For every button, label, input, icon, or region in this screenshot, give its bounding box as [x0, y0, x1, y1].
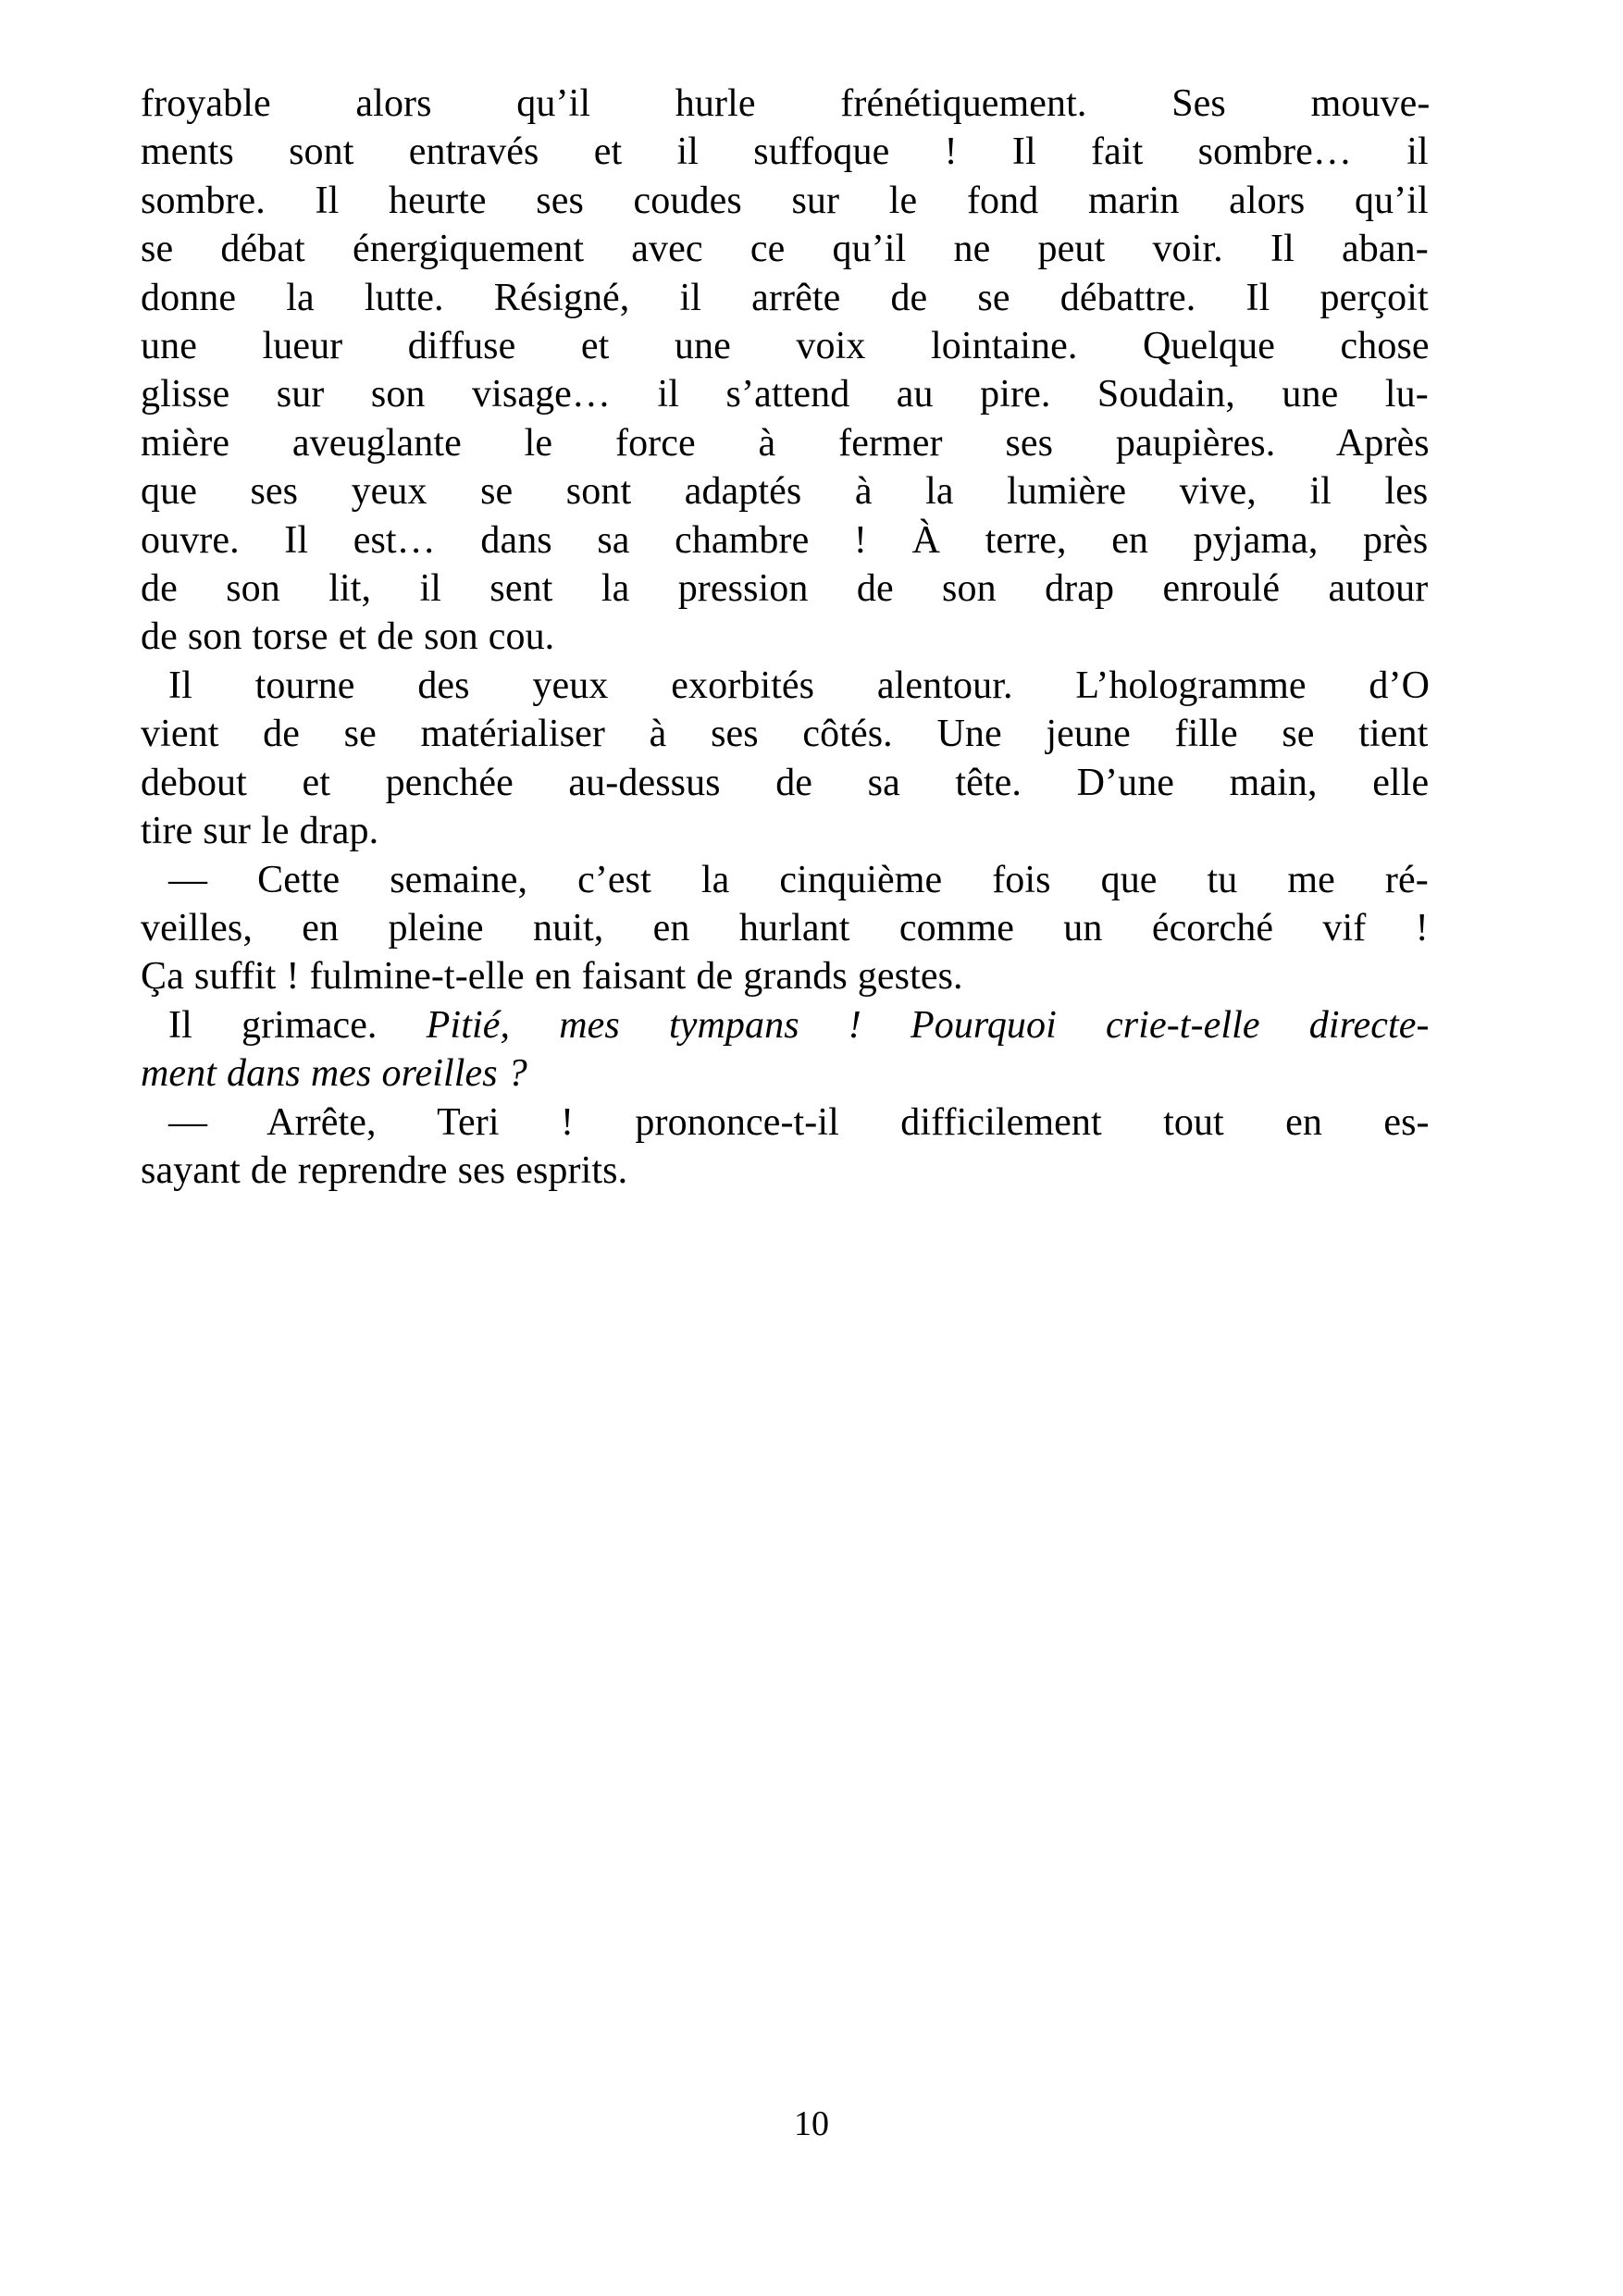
text-line [141, 856, 1432, 904]
paragraph-4-inner-monologue [141, 1001, 1432, 1098]
text-line [141, 613, 1432, 661]
text-line-content: — Arrête, Teri ! prononce-t-il difficilement tout en es- [168, 1100, 1430, 1144]
text-line [141, 516, 1432, 565]
text-line-content: sombre. Il heurte ses coudes sur le fond marin alors qu’il [141, 179, 1429, 222]
text-line [141, 710, 1432, 758]
text-line [141, 952, 1432, 1000]
text-line-content: mière aveuglante le force à fermer ses paupières. Après [141, 421, 1430, 465]
italic-thought-line-2: ment dans mes oreilles ? [141, 1052, 527, 1096]
text-line-content: ouvre. Il est… dans sa chambre ! À terre, en pyjama, près [141, 518, 1429, 562]
text-line [141, 807, 1432, 855]
paragraph-3-dialogue [141, 856, 1432, 1001]
text-line [141, 128, 1432, 176]
text-line [141, 1098, 1432, 1147]
text-line-content: — Cette semaine, c’est la cinquième fois que tu me ré- [168, 858, 1429, 901]
text-line [141, 1049, 1432, 1098]
text-line-content: ments sont entravés et il suffoque ! Il fait sombre… il [141, 130, 1429, 174]
text-line-content: que ses yeux se sont adaptés à la lumière vive, il les [141, 470, 1429, 514]
text-line [141, 565, 1432, 613]
text-line-content: sayant de reprendre ses esprits. [141, 1148, 628, 1192]
paragraph-5-dialogue [141, 1098, 1432, 1196]
text-line [141, 467, 1432, 515]
text-line-content: donne la lutte. Résigné, il arrête de se débattre. Il perçoit [141, 276, 1429, 319]
text-line-content: vient de se matérialiser à ses côtés. Une jeune fille se tient [141, 713, 1429, 756]
text-line [141, 370, 1432, 418]
text-line-content [168, 1001, 1430, 1049]
text-line-content: debout et penchée au-dessus de sa tête. D’une main, elle [141, 761, 1430, 804]
text-line [141, 419, 1432, 467]
page-text-block [141, 80, 1432, 1195]
paragraph-2 [141, 662, 1432, 856]
text-line-content: se débat énergiquement avec ce qu’il ne peut voir. Il aban- [141, 228, 1429, 271]
text-line-content: veilles, en pleine nuit, en hurlant comme un écorché vif ! [141, 906, 1429, 949]
text-line-content: une lueur diffuse et une voix lointaine. Quelque chose [141, 325, 1430, 368]
italic-thought-line-1: Pitié, mes tympans ! Pourquoi crie-t-elle directe- [426, 1003, 1430, 1047]
text-line-content: glisse sur son visage… il s’attend au pire. Soudain, une lu- [141, 373, 1429, 416]
text-line-content: de son lit, il sent la pression de son drap enroulé autour [141, 567, 1429, 611]
text-line [141, 759, 1432, 807]
text-line [141, 322, 1432, 370]
text-line-content: Ça suffit ! fulmine-t-elle en faisant de grands gestes. [141, 955, 963, 999]
text-line [141, 177, 1432, 225]
text-line [141, 1147, 1432, 1195]
text-line-content: froyable alors qu’il hurle frénétiquement. Ses mouve- [141, 82, 1431, 125]
text-line [141, 225, 1432, 273]
paragraph-1 [141, 80, 1432, 662]
text-line [141, 80, 1432, 128]
text-line [141, 274, 1432, 322]
roman-lead-in: Il grimace. [168, 1003, 427, 1047]
text-line-content: de son torse et de son cou. [141, 615, 555, 659]
text-line [141, 904, 1432, 952]
text-line-content: tire sur le drap. [141, 810, 379, 853]
text-line [141, 1001, 1432, 1049]
text-line-content: Il tourne des yeux exorbités alentour. L’hologramme d’O [168, 664, 1431, 707]
text-line [141, 662, 1432, 710]
page-number: 10 [794, 2104, 829, 2143]
